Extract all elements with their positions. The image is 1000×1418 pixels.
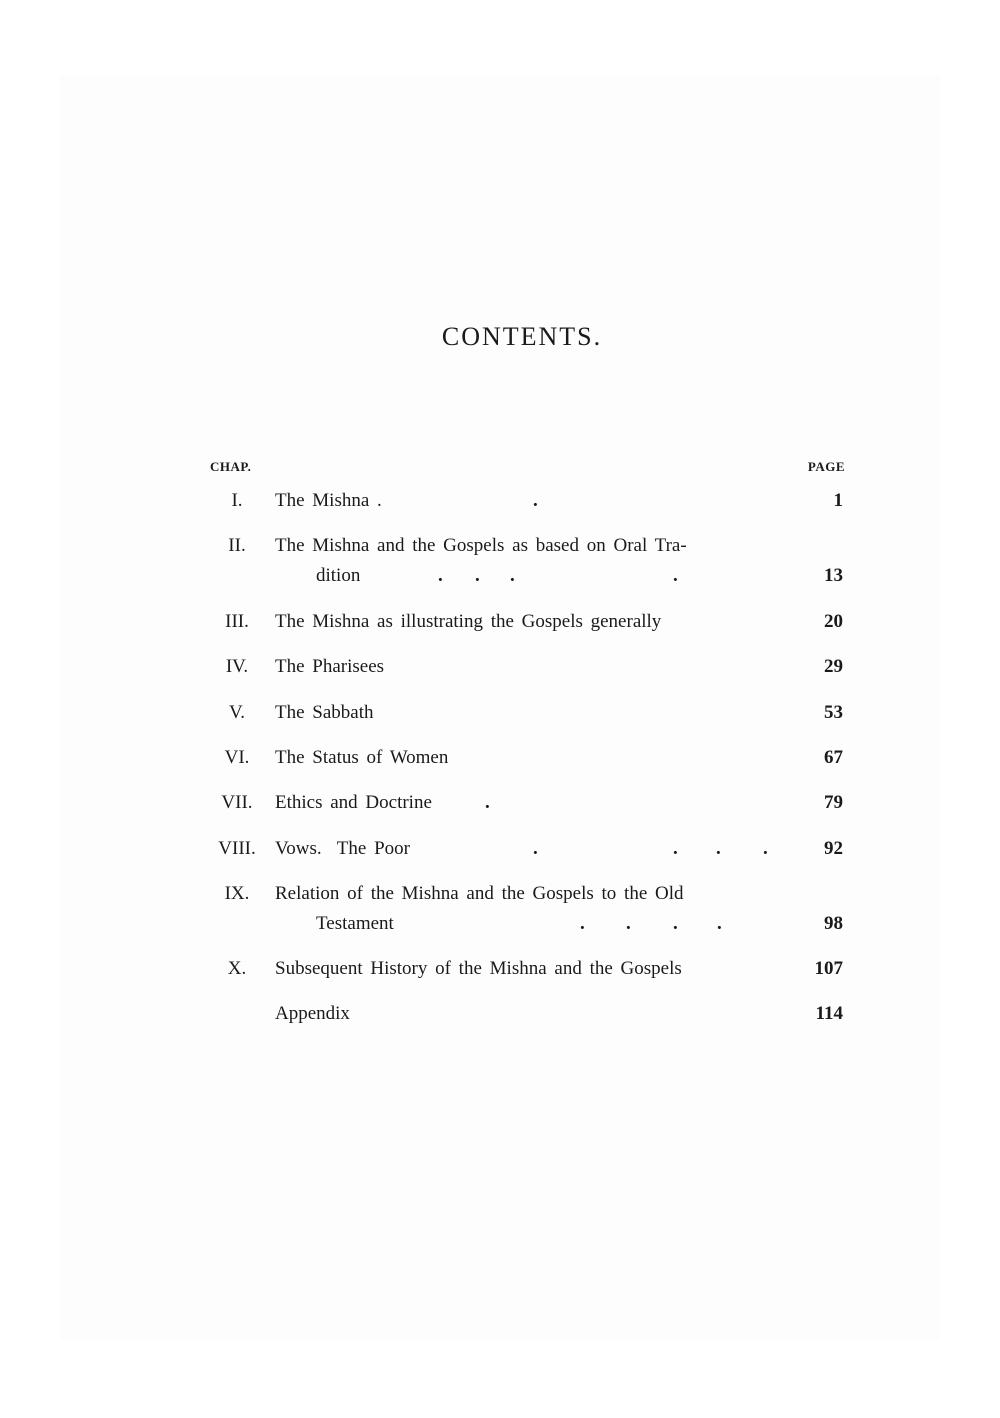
- chapter-title: Appendix: [275, 1003, 350, 1024]
- leader-dot: .: [533, 490, 538, 511]
- leader-dot: .: [717, 913, 722, 934]
- chapter-number: III.: [225, 611, 249, 632]
- toc-entry-6[interactable]: [0, 747, 1000, 771]
- chapter-number: II.: [228, 535, 246, 556]
- chapter-title: Relation of the Mishna and the Gospels to the Old: [275, 883, 684, 904]
- chapter-title: The Pharisees: [275, 656, 385, 677]
- page-number: 13: [824, 565, 843, 586]
- page-number: 67: [824, 747, 843, 768]
- toc-entry-9[interactable]: [0, 883, 1000, 934]
- leader-dot: .: [438, 565, 443, 586]
- chapter-number: VIII.: [218, 838, 256, 859]
- toc-entry-5[interactable]: [0, 702, 1000, 726]
- page-column-header: PAGE: [807, 459, 845, 474]
- chapter-title: Vows. The Poor: [275, 838, 410, 859]
- page-number: 53: [824, 702, 843, 723]
- page-number: 92: [824, 838, 843, 859]
- leader-dot: .: [673, 565, 678, 586]
- toc-entry-1[interactable]: [0, 490, 1000, 514]
- leader-dot: .: [510, 565, 515, 586]
- toc-entry-appendix[interactable]: [0, 1003, 1000, 1027]
- chapter-title: The Mishna and the Gospels as based on Oral Tra-: [275, 535, 687, 556]
- toc-entry-8[interactable]: [0, 838, 1000, 862]
- page-number: 107: [814, 958, 843, 979]
- chapter-number: I.: [231, 490, 243, 511]
- chapter-title: The Mishna .: [275, 490, 382, 511]
- chap-column-header: CHAP.: [210, 459, 252, 474]
- leader-dot: .: [580, 913, 585, 934]
- chapter-title: The Sabbath: [275, 702, 374, 723]
- toc-entry-3[interactable]: [0, 611, 1000, 635]
- leader-dot: .: [716, 838, 721, 859]
- chapter-number: VI.: [224, 747, 250, 768]
- chapter-title-continuation: dition: [316, 565, 361, 586]
- chapter-number: IX.: [224, 883, 250, 904]
- leader-dot: .: [673, 913, 678, 934]
- leader-dot: .: [673, 838, 678, 859]
- chapter-title-continuation: Testament: [316, 913, 394, 934]
- page-number: 20: [824, 611, 843, 632]
- leader-dot: .: [485, 792, 490, 813]
- chapter-number: IV.: [225, 656, 249, 677]
- toc-entry-10[interactable]: [0, 958, 1000, 982]
- page-number: 114: [815, 1003, 843, 1024]
- chapter-title: The Status of Women: [275, 747, 449, 768]
- page-title: CONTENTS.: [441, 322, 603, 351]
- toc-entry-2[interactable]: [0, 535, 1000, 586]
- leader-dot: .: [533, 838, 538, 859]
- leader-dot: .: [763, 838, 768, 859]
- page-number: 98: [824, 913, 843, 934]
- chapter-title: Subsequent History of the Mishna and the Gospels: [275, 958, 682, 979]
- leader-dot: .: [475, 565, 480, 586]
- chapter-title: The Mishna as illustrating the Gospels generally: [275, 611, 662, 632]
- page-number: 1: [833, 490, 843, 511]
- chapter-number: X.: [227, 958, 247, 979]
- chapter-number: VII.: [221, 792, 253, 813]
- page-number: 79: [824, 792, 843, 813]
- toc-entry-4[interactable]: [0, 656, 1000, 680]
- chapter-number: V.: [228, 702, 246, 723]
- chapter-title: Ethics and Doctrine: [275, 792, 432, 813]
- page-number: 29: [824, 656, 843, 677]
- toc-entry-7[interactable]: [0, 792, 1000, 816]
- leader-dot: .: [626, 913, 631, 934]
